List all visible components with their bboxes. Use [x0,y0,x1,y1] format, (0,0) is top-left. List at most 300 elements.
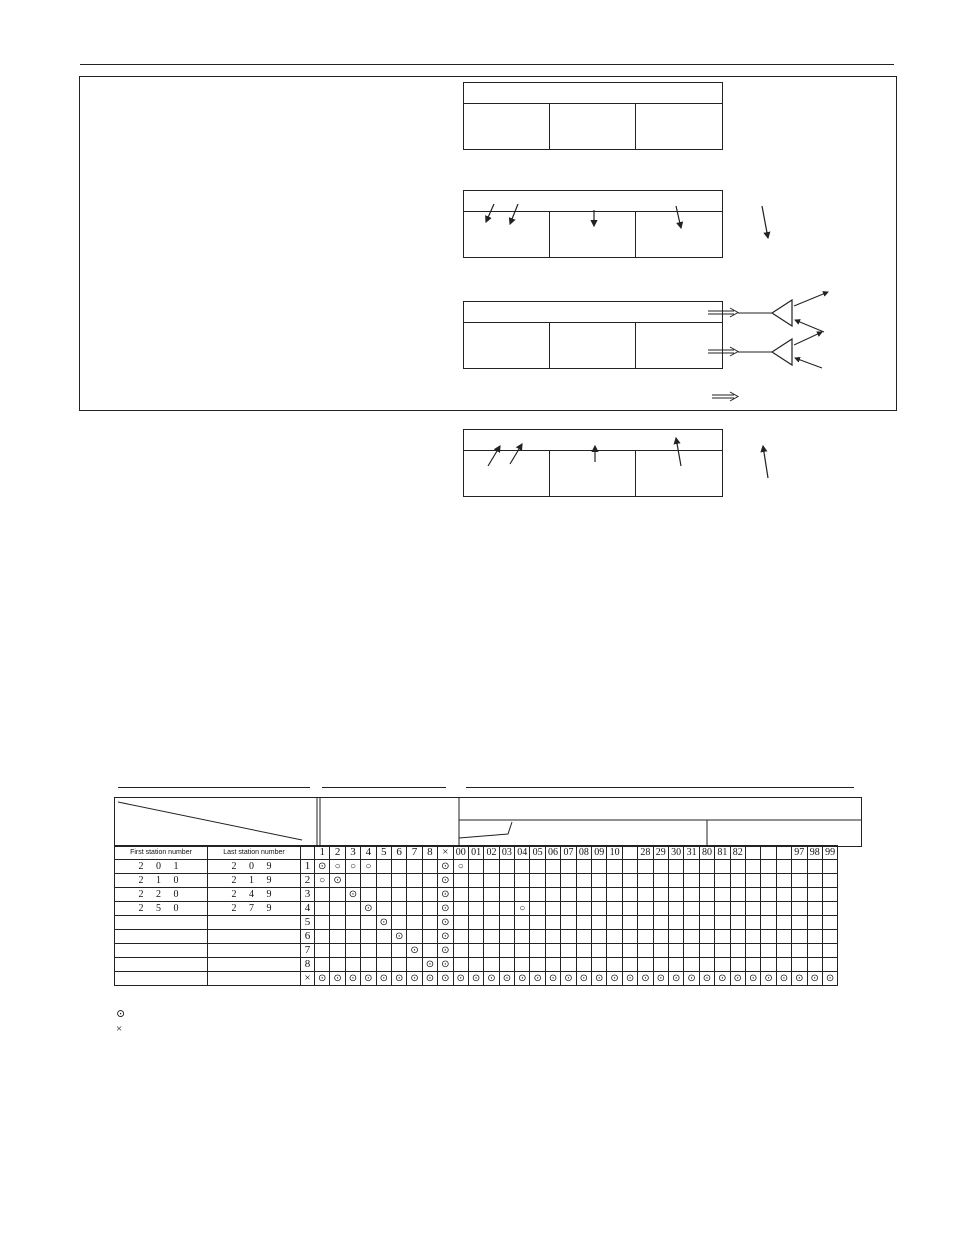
matrix-cell [484,874,499,888]
group-column-header: 8 [422,846,437,860]
double-circle-icon: ⊙ [822,972,837,986]
matrix-cell [515,916,530,930]
matrix-cell [330,902,345,916]
matrix-cell [638,888,653,902]
matrix-cell [776,958,791,972]
matrix-cell [699,860,714,874]
circle-icon: ○ [453,860,468,874]
matrix-cell [638,916,653,930]
matrix-cell [484,958,499,972]
matrix-cell [745,874,760,888]
matrix-cell [391,902,406,916]
matrix-cell [468,930,483,944]
line-column-header: 29 [653,846,668,860]
line-column-header: 82 [730,846,745,860]
circle-icon: ○ [315,874,330,888]
matrix-cell [607,888,622,902]
double-circle-icon: ⊙ [530,972,545,986]
matrix-cell [545,902,560,916]
matrix-cell [668,916,683,930]
matrix-cell [792,916,807,930]
table-row [115,860,838,874]
double-circle-icon: ⊙ [607,972,622,986]
matrix-cell [807,874,822,888]
line-column-header: 99 [822,846,837,860]
double-circle-icon: ⊙ [438,860,453,874]
matrix-cell [376,860,391,874]
matrix-cell [699,930,714,944]
double-circle-icon: ⊙ [116,1008,126,1020]
table-row [115,930,838,944]
matrix-cell [499,944,514,958]
matrix-cell [761,916,776,930]
matrix-cell [453,874,468,888]
matrix-cell [822,902,837,916]
matrix-cell [622,958,637,972]
group-column-header: 4 [361,846,376,860]
matrix-cell [468,916,483,930]
matrix-cell [807,944,822,958]
double-circle-icon: ⊙ [807,972,822,986]
matrix-cell [345,958,360,972]
matrix-cell [422,888,437,902]
matrix-cell [653,930,668,944]
matrix-cell [468,902,483,916]
matrix-cell [684,944,699,958]
matrix-cell [730,916,745,930]
matrix-cell [715,944,730,958]
first-station-cell: 2 1 0 [115,874,208,888]
matrix-cell [345,916,360,930]
matrix-cell [361,958,376,972]
line-column-header: 08 [576,846,591,860]
matrix-cell [761,902,776,916]
matrix-cell [530,874,545,888]
circle-icon: ○ [515,902,530,916]
matrix-cell [622,930,637,944]
matrix-cell [592,860,607,874]
double-circle-icon: ⊙ [792,972,807,986]
matrix-cell [792,930,807,944]
double-circle-icon: ⊙ [438,958,453,972]
matrix-cell [638,860,653,874]
double-circle-icon: ⊙ [761,972,776,986]
line-column-header: 02 [484,846,499,860]
matrix-cell [376,958,391,972]
matrix-cell [391,916,406,930]
matrix-cell [607,958,622,972]
circle-icon: ○ [345,860,360,874]
matrix-cell [576,902,591,916]
table-row [115,944,838,958]
matrix-cell [792,860,807,874]
row-label: 6 [301,930,315,944]
matrix-cell [776,888,791,902]
matrix-cell [745,930,760,944]
double-circle-icon: ⊙ [438,916,453,930]
first-station-cell [115,916,208,930]
matrix-cell [453,916,468,930]
matrix-cell [345,902,360,916]
matrix-cell [576,888,591,902]
table-row [115,888,838,902]
matrix-cell [684,958,699,972]
double-circle-icon: ⊙ [699,972,714,986]
line-column-header: 05 [530,846,545,860]
matrix-cell [745,902,760,916]
matrix-cell [561,874,576,888]
matrix-cell [792,944,807,958]
matrix-cell [807,930,822,944]
double-circle-icon: ⊙ [622,972,637,986]
matrix-cell [792,874,807,888]
matrix-cell [668,888,683,902]
double-circle-icon: ⊙ [468,972,483,986]
double-circle-icon: ⊙ [438,902,453,916]
matrix-cell [361,874,376,888]
matrix-cell [561,902,576,916]
matrix-cell [515,930,530,944]
matrix-cell [822,916,837,930]
matrix-cell [530,944,545,958]
matrix-cell [484,944,499,958]
matrix-cell [807,888,822,902]
matrix-cell [315,902,330,916]
matrix-cell [315,930,330,944]
matrix-cell [453,902,468,916]
line-column-header: 81 [715,846,730,860]
matrix-cell [668,860,683,874]
double-circle-icon: ⊙ [361,972,376,986]
matrix-cell [391,944,406,958]
matrix-cell [730,944,745,958]
matrix-cell [622,860,637,874]
double-circle-icon: ⊙ [438,930,453,944]
matrix-cell [653,944,668,958]
row-label: 7 [301,944,315,958]
matrix-cell [407,860,422,874]
matrix-cell [561,958,576,972]
group-column-header: 2 [330,846,345,860]
matrix-cell [807,860,822,874]
matrix-cell [576,930,591,944]
matrix-cell [638,930,653,944]
matrix-cell [684,888,699,902]
double-circle-icon: ⊙ [376,916,391,930]
matrix-cell [761,874,776,888]
first-station-header: First station number [115,846,208,860]
line-column-header: 00 [453,846,468,860]
matrix-cell [638,958,653,972]
matrix-cell [638,874,653,888]
double-circle-icon: ⊙ [391,972,406,986]
double-circle-icon: ⊙ [315,860,330,874]
matrix-cell [668,958,683,972]
line-column-header [776,846,791,860]
matrix-cell [545,888,560,902]
matrix-cell [484,916,499,930]
matrix-cell [592,916,607,930]
matrix-cell [592,944,607,958]
matrix-cell [376,930,391,944]
matrix-cell [315,958,330,972]
matrix-cell [484,860,499,874]
matrix-cell [807,902,822,916]
matrix-cell [776,916,791,930]
matrix-cell [530,888,545,902]
matrix-cell [715,930,730,944]
matrix-cell [376,874,391,888]
matrix-cell [499,902,514,916]
matrix-cell [330,930,345,944]
double-circle-icon: ⊙ [345,972,360,986]
first-station-cell [115,944,208,958]
matrix-cell [576,860,591,874]
matrix-cell [484,888,499,902]
matrix-cell [453,888,468,902]
line-column-header: 30 [668,846,683,860]
matrix-cell [684,902,699,916]
matrix-cell [699,888,714,902]
line-column-header: 01 [468,846,483,860]
matrix-cell [422,902,437,916]
matrix-cell [545,860,560,874]
row-label-header [301,846,315,860]
last-station-cell [208,944,301,958]
matrix-cell [391,860,406,874]
matrix-cell [668,902,683,916]
matrix-cell [807,916,822,930]
matrix-cell [576,958,591,972]
double-circle-icon: ⊙ [515,972,530,986]
matrix-cell [468,944,483,958]
double-circle-icon: ⊙ [438,888,453,902]
cross-icon: × [116,1023,123,1035]
circle-icon: ○ [361,860,376,874]
matrix-cell [499,930,514,944]
matrix-cell [668,930,683,944]
last-station-cell [208,916,301,930]
matrix-cell [622,916,637,930]
matrix-cell [699,874,714,888]
matrix-cell [592,888,607,902]
matrix-cell [345,944,360,958]
matrix-cell [822,930,837,944]
last-station-cell [208,930,301,944]
matrix-cell [715,902,730,916]
last-station-header: Last station number [208,846,301,860]
matrix-cell [530,916,545,930]
matrix-cell [730,902,745,916]
matrix-cell [730,874,745,888]
matrix-cell [499,888,514,902]
matrix-cell [761,944,776,958]
matrix-cell [407,916,422,930]
double-circle-icon: ⊙ [561,972,576,986]
matrix-cell [330,916,345,930]
table-row [115,902,838,916]
double-circle-icon: ⊙ [684,972,699,986]
double-circle-icon: ⊙ [330,874,345,888]
matrix-cell [361,944,376,958]
matrix-cell [730,860,745,874]
double-circle-icon: ⊙ [776,972,791,986]
matrix-cell [792,888,807,902]
last-station-cell: 2 0 9 [208,860,301,874]
double-circle-icon: ⊙ [391,930,406,944]
matrix-cell [453,958,468,972]
matrix-cell [792,958,807,972]
matrix-cell [684,874,699,888]
matrix-cell [822,860,837,874]
matrix-cell [715,888,730,902]
matrix-cell [822,874,837,888]
double-circle-icon: ⊙ [453,972,468,986]
matrix-cell [315,916,330,930]
matrix-cell [422,930,437,944]
matrix-cell [515,888,530,902]
matrix-cell [668,874,683,888]
first-station-cell [115,930,208,944]
matrix-cell [453,930,468,944]
row-label: 8 [301,958,315,972]
line-column-header [761,846,776,860]
matrix-cell [561,860,576,874]
matrix-cell [638,902,653,916]
matrix-cell [699,902,714,916]
row-label: 3 [301,888,315,902]
matrix-cell [422,860,437,874]
matrix-cell [561,944,576,958]
matrix-cell [715,958,730,972]
matrix-cell [792,902,807,916]
matrix-cell [715,860,730,874]
double-circle-icon: ⊙ [592,972,607,986]
matrix-cell [684,930,699,944]
line-column-header: 31 [684,846,699,860]
matrix-cell [515,944,530,958]
matrix-cell [622,944,637,958]
matrix-cell [745,860,760,874]
matrix-cell [422,916,437,930]
matrix-cell [776,902,791,916]
matrix-cell [530,958,545,972]
matrix-cell [391,958,406,972]
matrix-cell [699,958,714,972]
matrix-cell [376,902,391,916]
matrix-cell [315,944,330,958]
matrix-cell [407,902,422,916]
double-circle-icon: ⊙ [438,972,453,986]
matrix-cell [761,888,776,902]
matrix-cell [807,958,822,972]
matrix-cell [376,888,391,902]
matrix-cell [330,958,345,972]
matrix-cell [330,944,345,958]
matrix-cell [407,888,422,902]
matrix-cell [653,958,668,972]
matrix-cell [592,958,607,972]
matrix-cell [468,860,483,874]
matrix-cell [653,874,668,888]
row-label: 5 [301,916,315,930]
line-column-header [622,846,637,860]
matrix-cell [545,958,560,972]
matrix-cell [730,888,745,902]
matrix-cell [653,902,668,916]
matrix-cell [607,944,622,958]
matrix-cell [561,930,576,944]
last-station-cell: 2 7 9 [208,902,301,916]
matrix-cell [361,916,376,930]
double-circle-icon: ⊙ [653,972,668,986]
matrix-cell [407,930,422,944]
circle-icon: ○ [330,860,345,874]
matrix-cell [422,874,437,888]
matrix-cell [745,916,760,930]
matrix-cell [684,916,699,930]
matrix-cell [499,860,514,874]
group-column-header: 1 [315,846,330,860]
double-circle-icon: ⊙ [330,972,345,986]
double-circle-icon: ⊙ [407,972,422,986]
matrix-cell [530,902,545,916]
matrix-cell [776,860,791,874]
matrix-cell [699,944,714,958]
matrix-cell [638,944,653,958]
group-column-header: 5 [376,846,391,860]
matrix-cell [561,888,576,902]
matrix-cell [515,874,530,888]
matrix-cell [684,860,699,874]
matrix-cell [592,874,607,888]
matrix-cell [822,888,837,902]
table-row [115,972,838,986]
row-label: × [301,972,315,986]
matrix-cell [592,930,607,944]
double-circle-icon: ⊙ [407,944,422,958]
matrix-cell [653,860,668,874]
last-station-cell [208,958,301,972]
line-column-header: 07 [561,846,576,860]
double-circle-icon: ⊙ [438,874,453,888]
matrix-cell [453,944,468,958]
matrix-cell [391,888,406,902]
matrix-cell [607,930,622,944]
group-column-header: 3 [345,846,360,860]
matrix-cell [468,888,483,902]
first-station-cell [115,958,208,972]
matrix-cell [576,916,591,930]
matrix-cell [345,874,360,888]
matrix-cell [530,860,545,874]
table-row [115,916,838,930]
matrix-cell [576,944,591,958]
matrix-cell [515,860,530,874]
matrix-cell [361,930,376,944]
double-circle-icon: ⊙ [422,972,437,986]
matrix-cell [607,902,622,916]
matrix-cell [776,944,791,958]
matrix-cell [776,874,791,888]
row-label: 1 [301,860,315,874]
double-circle-icon: ⊙ [361,902,376,916]
matrix-cell [715,916,730,930]
double-circle-icon: ⊙ [638,972,653,986]
double-circle-icon: ⊙ [545,972,560,986]
matrix-cell [530,930,545,944]
matrix-cell [761,930,776,944]
